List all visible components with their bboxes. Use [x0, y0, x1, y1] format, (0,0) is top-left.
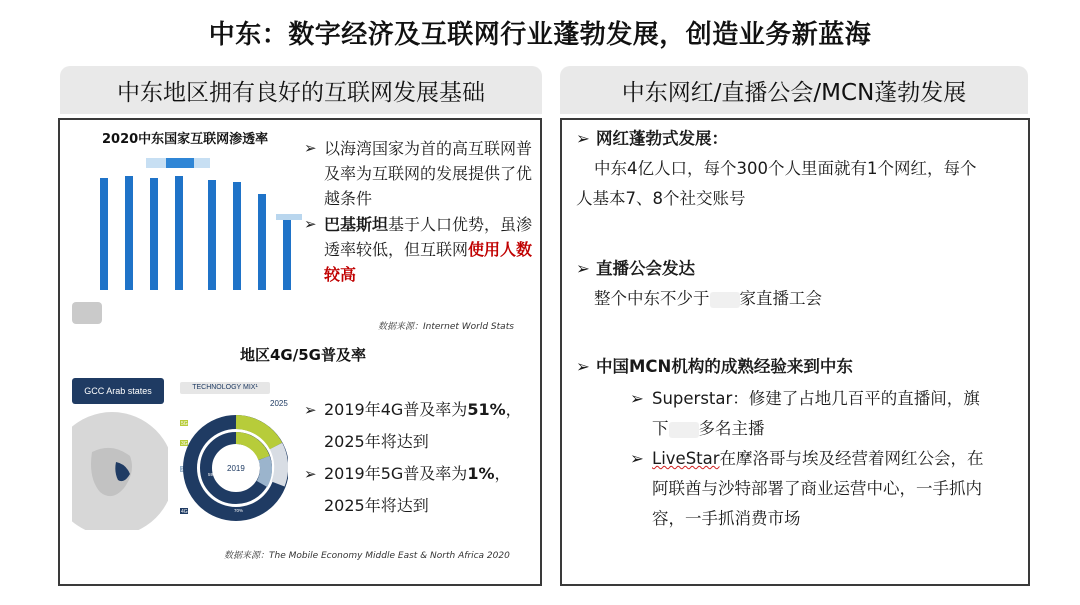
bullet-text — [324, 394, 536, 458]
legend-5g: 5G — [181, 421, 188, 427]
bullet-item — [304, 136, 536, 211]
bar-6 — [233, 182, 241, 290]
line-post: 多名主播 — [698, 419, 765, 438]
brand-name: LiveStar — [652, 449, 720, 468]
line-body: 在摩洛哥与埃及经营着网红公会，在 — [719, 449, 984, 468]
bullets-group-a — [304, 136, 536, 287]
sub-line: Superstar：修建了占地几百平的直播间，旗 — [652, 389, 980, 408]
technology-donut-chart — [178, 396, 288, 528]
section-heading — [576, 352, 1020, 382]
left-panel — [58, 118, 542, 586]
right-panel — [560, 118, 1030, 586]
section-guilds — [576, 254, 1020, 314]
arrow-bullet-icon: ➢ — [576, 357, 590, 376]
pct-a: 59% — [208, 472, 218, 477]
line-pre: 整个中东不少于 — [594, 289, 710, 308]
section-mcn — [576, 352, 1020, 534]
chart1-title: 2020中东国家互联网渗透率 — [102, 132, 269, 147]
bar-2 — [125, 176, 133, 290]
bar-7 — [258, 194, 266, 290]
section-heading — [576, 124, 1020, 154]
arrow-bullet-icon: ➢ — [304, 139, 317, 157]
arrow-bullet-icon: ➢ — [630, 389, 644, 408]
line-post: 家直播工会 — [739, 289, 822, 308]
line-pre: 下 — [652, 419, 669, 438]
bar-8 — [283, 220, 291, 290]
penetration-bar-chart — [80, 148, 310, 293]
bullet-pre: 2019年5G普及率为 — [324, 464, 468, 483]
redacted-blur — [710, 292, 740, 308]
slide-title: 中东：数字经济及互联网行业蓬勃发展，创造业务新蓝海 — [208, 20, 872, 50]
right-panel-header — [560, 66, 1028, 114]
right-panel-header-text: 中东网红/直播公会/MCN蓬勃发展 — [621, 79, 967, 106]
arrow-bullet-icon: ➢ — [304, 215, 317, 233]
bullet-item — [304, 394, 536, 458]
left-panel-header-text: 中东地区拥有良好的互联网发展基础 — [117, 79, 485, 106]
bar-3 — [150, 178, 158, 290]
bullet-bold: 1% — [467, 464, 495, 483]
bullets-group-b — [304, 394, 536, 522]
sub-bullet — [576, 384, 1020, 444]
chart2-source: 数据来源：The Mobile Economy Middle East & North Africa 2020 — [224, 551, 510, 561]
bullet-item — [304, 458, 536, 522]
bar-1 — [100, 178, 108, 290]
bullet-body: 基于人口优势，虽渗透率较低，但互联网 — [324, 215, 533, 259]
pct-b: 70% — [234, 508, 244, 513]
section-line: 中东4亿人口，每个300个人里面就有1个网红，每个 — [594, 159, 977, 178]
bullet-red: 使用人数较高 — [324, 240, 533, 284]
bar-5 — [208, 180, 216, 290]
bullet-text — [324, 458, 536, 522]
legend-2g: 2G — [181, 467, 188, 473]
section-heading-text: 中国MCN机构的成熟经验来到中东 — [596, 357, 853, 376]
section-line: 人基本7、8个社交账号 — [576, 189, 746, 208]
legend-3g: 3G — [181, 441, 188, 447]
bullet-text — [324, 212, 536, 287]
arrow-bullet-icon: ➢ — [576, 259, 590, 278]
sub-line: 阿联酋与沙特部署了商业运营中心，一手抓内 — [652, 479, 982, 498]
arrow-bullet-icon: ➢ — [304, 401, 317, 419]
bullet-item — [304, 212, 536, 287]
year-inner-label: 2019 — [227, 464, 245, 473]
bullet-pre: 2019年4G普及率为 — [324, 400, 468, 419]
bullet-text: 以海湾国家为首的高互联网普及率为互联网的发展提供了优越条件 — [324, 139, 533, 208]
bar-4 — [175, 176, 183, 290]
chart1-source: 数据来源：Internet World Stats — [378, 322, 514, 332]
section-heading-text: 网红蓬勃式发展： — [596, 129, 728, 148]
gcc-globe — [72, 392, 168, 530]
blur-patch-2 — [166, 158, 194, 168]
legend-4g: 4G — [181, 509, 188, 515]
arrow-bullet-icon: ➢ — [304, 465, 317, 483]
tech-mix-label: TECHNOLOGY MIX¹ — [180, 382, 270, 394]
left-panel-header — [60, 66, 542, 114]
section-heading — [576, 254, 1020, 284]
chart2-title: 地区4G/5G普及率 — [240, 346, 366, 364]
bullet-post: ，2025年将达到 — [324, 400, 522, 451]
section-influencer — [576, 124, 1020, 214]
sub-line — [652, 414, 980, 444]
arrow-bullet-icon: ➢ — [576, 129, 590, 148]
sub-bullet — [576, 444, 1020, 534]
redacted-blur — [669, 422, 699, 438]
bullet-bold: 51% — [467, 400, 506, 419]
bullet-bold: 巴基斯坦 — [324, 215, 389, 234]
blur-patch-3 — [276, 214, 302, 220]
section-heading-text: 直播公会发达 — [596, 259, 695, 278]
section-line — [576, 284, 1020, 314]
gcc-label: GCC Arab states — [72, 378, 164, 404]
smudge — [72, 302, 102, 324]
bullet-post: ，2025年将达到 — [324, 464, 511, 515]
arrow-bullet-icon: ➢ — [630, 449, 644, 468]
year-outer-label: 2025 — [270, 399, 288, 408]
sub-line: 容，一手抓消费市场 — [652, 509, 801, 528]
sub-line — [652, 444, 984, 474]
